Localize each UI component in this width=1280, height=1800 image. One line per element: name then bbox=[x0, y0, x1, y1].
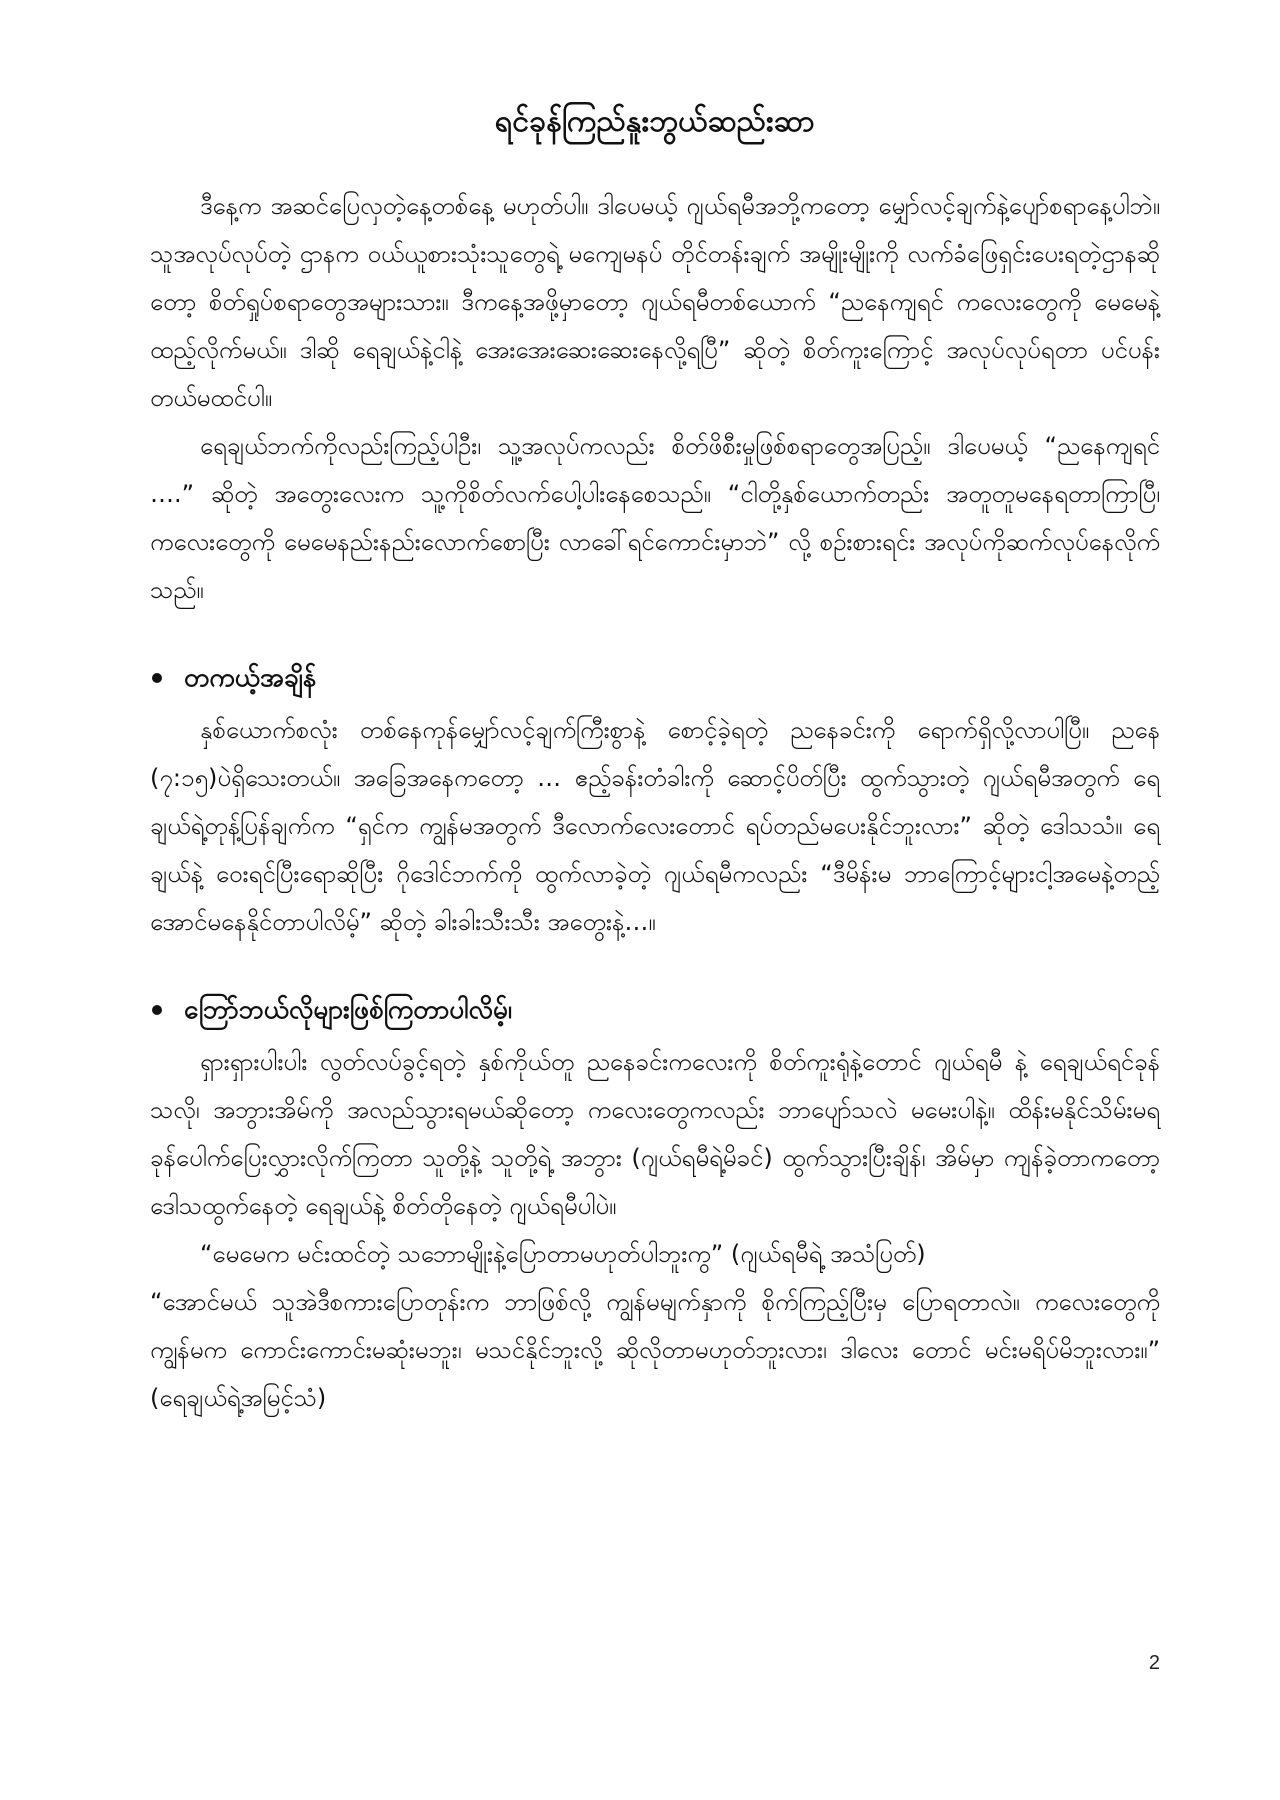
section-heading-text: ဘြော်ဘယ်လိုများဖြစ်ကြတာပါလိမ့်၊ bbox=[184, 995, 512, 1025]
page-number: 2 bbox=[1148, 1652, 1160, 1674]
section-paragraph-continuation: “အောင်မယ် သူအဲဒီစကားပြောတုန်းက ဘာဖြစ်လို့ ကျွန်မမျက်နှာကို စိုက်ကြည့်ပြီးမှ ပြောရတာလဲ။ ကလေးတွေကို ကျွန်မက ကောင်းကောင်းမဆုံးမဘူး၊ မသင်နိုင်ဘူးလို့ ဆိုလိုတာမဟုတ်ဘူးလား၊ ဒါလေး တောင် မင်းမရိပ်မိဘူးလား။” (ရေချယ်ရဲ့အမြင့်သံ) bbox=[150, 1288, 1160, 1412]
document-title: ရင်ခုန်ကြည်နူးဘွယ်ဆည်းဆာ bbox=[494, 104, 816, 139]
section-heading-text: တကယ့်အချိန် bbox=[184, 663, 317, 693]
section-paragraph: နှစ်ယောက်စလုံး တစ်နေကုန်မျှော်လင့်ချက်ကြီးစွာနဲ့ စောင့်ခဲ့ရတဲ့ ညနေခင်းကို ရောက်ရှိလို့လာပါပြီ။ ညနေ (၇:၁၅)ပဲရှိသေးတယ်။ အခြေအနေကတော့ … ဧည့်ခန်းတံခါးကို ဆောင့်ပိတ်ပြီး ထွက်သွားတဲ့ ဂျယ်ရမီအတွက် ရေချယ်ရဲ့တုန့်ပြန်ချက်က “ရှင်က ကျွန်မအတွက် ဒီလောက်လေးတောင် ရပ်တည်မပေးနိုင်ဘူးလား” ဆိုတဲ့ ဒေါသသံ။ ရေချယ်နဲ့ ဝေးရင်ပြီးရောဆိုပြီး ဂိုဒေါင်ဘက်ကို ထွက်လာခဲ့တဲ့ ဂျယ်ရမီကလည်း “ဒီမိန်းမ ဘာကြောင့်များငါ့အမေနဲ့တည့်အောင်မနေနိုင်တာပါလိမ့်” ဆိုတဲ့ ခါးခါးသီးသီး အတွေးနဲ့…။ bbox=[150, 716, 1160, 936]
document-page bbox=[150, 100, 1160, 1740]
bullet-icon bbox=[152, 673, 162, 683]
section-heading bbox=[150, 988, 1160, 1032]
section-paragraph: ရှားရှားပါးပါး လွတ်လပ်ခွင့်ရတဲ့ နှစ်ကိုယ်တူ ညနေခင်းကလေးကို စိတ်ကူးရုံနဲ့တောင် ဂျယ်ရမီ နဲ့ ရေချယ်ရင်ခုန်သလို၊ အဘွားအိမ်ကို အလည်သွားရမယ်ဆိုတော့ ကလေးတွေကလည်း ဘာပျော်သလဲ မမေးပါနဲ့။ ထိန်းမနိုင်သိမ်းမရ ခုန်ပေါက်ပြေးလွှားလိုက်ကြတာ သူတို့နဲ့ သူတို့ရဲ့ အဘွား (ဂျယ်ရမီရဲ့မိခင်) ထွက်သွားပြီးချိန်၊ အိမ်မှာ ကျန်ခဲ့တာကတော့ ဒေါသထွက်နေတဲ့ ရေချယ်နဲ့ စိတ်တိုနေတဲ့ ဂျယ်ရမီပါပဲ။ bbox=[150, 1048, 1160, 1220]
bullet-icon bbox=[152, 1005, 162, 1015]
intro-paragraph: ရေချယ်ဘက်ကိုလည်းကြည့်ပါဦး၊ သူ့အလုပ်ကလည်း စိတ်ဖိစီးမှုဖြစ်စရာတွေအပြည့်။ ဒါပေမယ့် “ညနေကျရင် ….” ဆိုတဲ့ အတွေးလေးက သူ့ကိုစိတ်လက်ပေါ့ပါးနေစေသည်။ “ငါတို့နှစ်ယောက်တည်း အတူတူမနေရတာကြာပြီ၊ ကလေးတွေကို မေမေနည်းနည်းလောက်စောပြီး လာခေါ်ရင်ကောင်းမှာဘဲ” လို့ စဉ်းစားရင်း အလုပ်ကိုဆက်လုပ်နေလိုက်သည်။ bbox=[150, 432, 1160, 604]
section-paragraph: “မေမေက မင်းထင်တဲ့ သဘောမျိုးနဲ့ပြောတာမဟုတ်ပါဘူးကွ” (ဂျယ်ရမီရဲ့ အသံပြတ်) bbox=[200, 1240, 926, 1268]
intro-paragraph: ဒီနေ့က အဆင်ပြေလှတဲ့နေ့တစ်နေ့ မဟုတ်ပါ။ ဒါပေမယ့် ဂျယ်ရမီအဘို့ကတော့ မျှော်လင့်ချက်နဲ့ပျော်စရာနေ့ပါဘဲ။ သူအလုပ်လုပ်တဲ့ ဌာနက ဝယ်ယူစားသုံးသူတွေရဲ့ မကျေမနပ် တိုင်တန်းချက် အမျိုးမျိုးကို လက်ခံဖြေရှင်းပေးရတဲ့ဌာနဆိုတော့ စိတ်ရှုပ်စရာတွေအများသား။ ဒီကနေ့အဖို့မှာတော့ ဂျယ်ရမီတစ်ယောက် “ညနေကျရင် ကလေးတွေကို မေမေနဲ့ထည့်လိုက်မယ်။ ဒါဆို ရေချယ်နဲ့ငါနဲ့ အေးအေးဆေးဆေးနေလို့ရပြီ” ဆိုတဲ့ စိတ်ကူးကြောင့် အလုပ်လုပ်ရတာ ပင်ပန်းတယ်မထင်ပါ။ bbox=[150, 192, 1160, 412]
section-heading bbox=[150, 656, 1160, 700]
